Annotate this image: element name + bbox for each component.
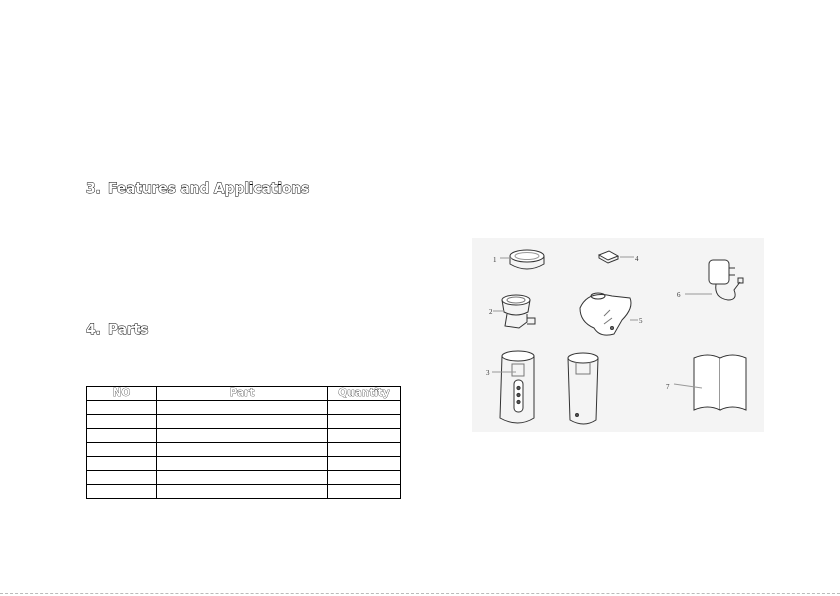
callout-7: 7	[666, 383, 670, 391]
cell-quantity	[328, 429, 401, 443]
cell-no	[87, 429, 157, 443]
cell-part	[157, 471, 328, 485]
medicine-cup-illustration	[599, 251, 618, 263]
callout-6: 6	[677, 291, 681, 299]
main-unit-illustration	[500, 351, 534, 423]
cell-quantity	[328, 443, 401, 457]
page-bottom-rule	[0, 593, 840, 594]
table-header-row	[87, 387, 401, 401]
cell-no	[87, 443, 157, 457]
mesh-cup-illustration	[502, 295, 535, 328]
parts-table	[86, 386, 401, 499]
cell-no	[87, 401, 157, 415]
header-quantity: Quantity	[328, 387, 401, 401]
table-row	[87, 457, 401, 471]
cell-quantity	[328, 457, 401, 471]
cell-quantity	[328, 471, 401, 485]
callout-3: 3	[486, 369, 490, 377]
cell-part	[157, 401, 328, 415]
cell-part	[157, 415, 328, 429]
cell-part	[157, 429, 328, 443]
section-title: Parts	[108, 322, 149, 338]
cell-part	[157, 457, 328, 471]
cell-quantity	[328, 485, 401, 499]
callout-5: 5	[639, 317, 643, 325]
header-part: Part	[157, 387, 328, 401]
cell-no	[87, 415, 157, 429]
table-row	[87, 471, 401, 485]
section-heading-features	[86, 181, 309, 197]
manual-booklet-illustration	[694, 355, 746, 410]
cell-no	[87, 471, 157, 485]
cell-no	[87, 485, 157, 499]
cell-part	[157, 443, 328, 457]
section-title: Features and Applications	[108, 181, 310, 197]
cell-no	[87, 457, 157, 471]
table-row	[87, 429, 401, 443]
section-heading-parts	[86, 322, 148, 338]
section-number: 4.	[86, 322, 101, 338]
parts-illustration	[472, 238, 764, 432]
callout-2: 2	[489, 308, 493, 316]
cap-illustration	[510, 250, 544, 269]
cell-quantity	[328, 415, 401, 429]
table-row	[87, 485, 401, 499]
table-row	[87, 415, 401, 429]
main-unit-rear-illustration	[568, 353, 598, 424]
mask-illustration	[580, 293, 631, 335]
section-number: 3.	[86, 181, 101, 197]
cell-quantity	[328, 401, 401, 415]
header-no: NO	[87, 387, 157, 401]
table-row	[87, 443, 401, 457]
callout-1: 1	[493, 256, 497, 264]
power-adapter-illustration	[709, 260, 743, 300]
cell-part	[157, 485, 328, 499]
callout-4: 4	[635, 255, 639, 263]
table-row	[87, 401, 401, 415]
